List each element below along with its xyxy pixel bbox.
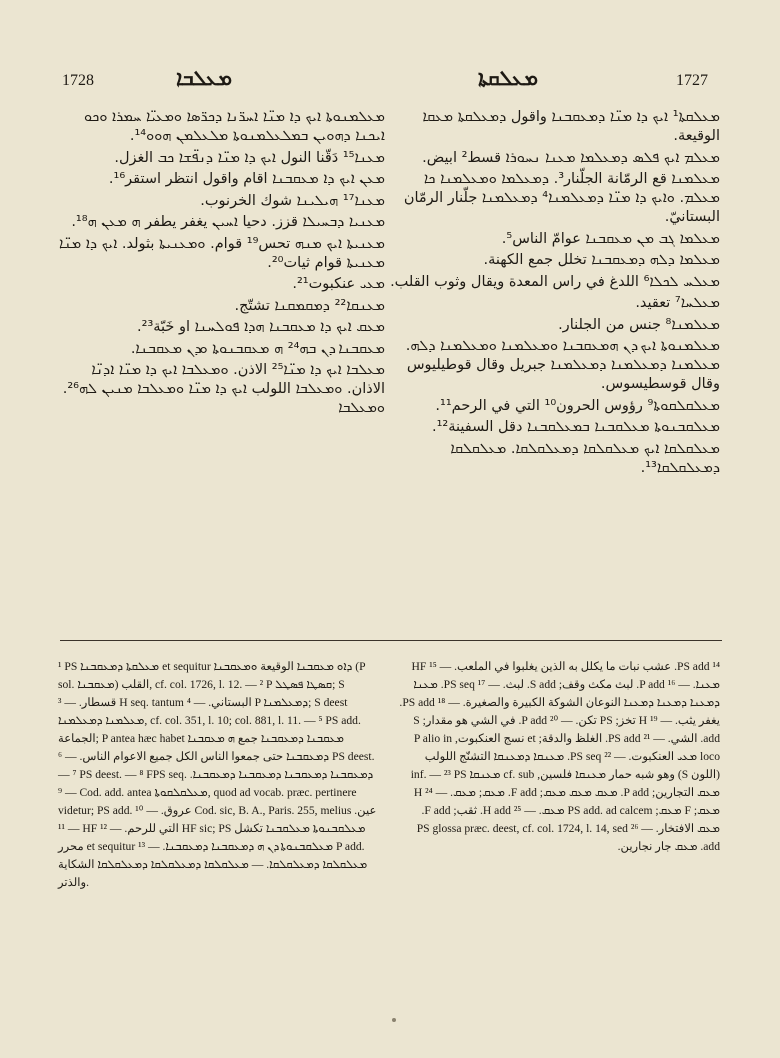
footnote-block: ¹⁴ PS add. عشب نبات ما يكلل به الذين يغلبوا في الملعب. — ¹⁵ HF ܡܥܢܐ. — ¹⁶ P add. لبث مكث وقف; S add. لبث. — ¹⁷ PS seq. ܡܥܢܐ ܕܡܥܢܐ ܕܡܥܢܐ ܕܡܥܢܐ النوعان الشوكة الكبيرة والصغيرة. — ¹⁸ PS add. يغفر يثب. — ¹⁹ H تخز; PS تكن. — ²⁰ P add. في الشي هو مقدار; S add. الشي. — ²¹ PS add. الغلظ والدقة; et نسج العنكبوت, P alio in loco ܡܥܝ العنكبوت. — ²² PS seq. ܡܥܢܩܐ ܕܡܥܢܩܐ التشنّج اللولب (اللون S) وهو شبه حمار ܡܥܢܩܐ فلسين, cf. sub ܡܥܢܩܐ inf. — ²³ PS ܡܥܩ التجارين; P add. ܡܥܩ ܡܥܩ ܡܥܩ; F add. ܡܥܩ; ܡܥܩ. — ²⁴ H ܡܥܩ; F ܡܥܩ; PS add. ad calcem ܡܥܩ. — ²⁵ H add. ثقب; F add. ܡܥܩ الافتخار. — ²⁶ PS glossa præc. deest, cf. col. 1724, l. 14, sed add. ܡܥܩ جار نجارين. (399, 660, 720, 853)
dictionary-entry: ܡܥܢ ܐܝܟ ܕܐ ܡܥܩܒܢܐ اقام واقول انتظر استقر¹⁶. (108, 171, 385, 187)
dictionary-entry: ܡܥܠܩܠܩܐ ܐܝܟ ܡܥܠܩܠܩܐ ܕܡܥܠܩܠܩܐ. ܡܥܠܩܠܩܐ ܕܡܥܠܩܠܩܐ¹³. (450, 440, 720, 476)
dictionary-entry: ܡܥܩ ܐܝܟ ܕܐ ܡܥܩܒܢܐ ܗܕܐ ܦܘܠܚܢܐ او خَبّة²³. (137, 319, 385, 335)
dictionary-entry: ܡܥܠܩܬܐ¹ ܐܝܟ ܕܐ ܡܢ̈ܐ ܕܡܥܩܒܢܐ واقول ܕܡܥܠܩܬܐ ܡܥܩܐ الوقيعة. (422, 109, 720, 144)
dictionary-entry: ܡܥܢܝܐ ܕܒܚܝܠܐ قزز. دحيا ܐܚܝܢ يغفر يطفر ܗ ܡܥܢ ܗ¹⁸. (71, 214, 385, 230)
right-column (390, 108, 720, 480)
left-column (55, 108, 385, 421)
dictionary-entry: ܡܥܢܐ¹⁷ ܗܝܠܝܢܐ شوك الخرنوب. (200, 192, 385, 209)
footnotes-right (398, 658, 720, 856)
dictionary-entry: ܡܥܢܩܐ²² ܕܡܩܡܩܢܐ تشتّج. (234, 297, 385, 314)
dictionary-entry: ܡܥܩܒܢܐ ܕܢ ܒܗ²⁴ ܗ ܡܥܩܒܢܘܬܐ ܘܕܢ ܡܥܩܒܢܐ. (130, 340, 385, 357)
dictionary-entry: ܡܥܠܡܐ ܓܒ ܡܢ ܡܥܩܒܢܐ عوامّ الناس⁵. (501, 230, 720, 247)
footnote-block: ¹ PS ܡܥܠܩܬܐ ܕܡܥܩܒܢܐ et sequitur ܕܐܘ ܡܥܩܒܢܐ الوقيعة ܘܡܥܩܒܢܐ (P sol. ܡܥܩܒܢܐ) القلب, cf. col. 1726, l. 12. — ² P ܩܣܛܐ ܦܣܛܠ; S قسطار. — ³ H seq. tantum البستاني. — ⁴ P ܕܡܥܠܡܢܐ; S deest ܡܥܠܡܢܐ ܕܡܥܠܡܢܐ, cf. col. 351, l. 10; col. 881, l. 11. — ⁵ PS add. الجماعة; P antea hæc habet ܡܥܩܒܢܐ ܕܡܥܩܒܢܐ جمع ܗ ܡܥܩܒܢܐ ܕܡܥܩܒܢܐ حتى جمعوا الناس الكل جميع الاعوام الناس. — ⁶ PS deest. — ⁷ PS deest. — ⁸ FPS seq. ܕܡܥܩܒܢܐ ܕܡܥܩܒܢܐ ܕܡܥܩܒܢܐ ܕܡܥܩܒܢܐ. — ⁹ Cod. add. antea ܡܥܠܩܠܩܘܬܐ, quod ad vocab. præc. pertinere videtur; PS add. عروق. — ¹⁰ Cod. sic, B. A., Paris. 255, melius عين. — ¹¹ HF التي للرحم. — ¹² HF sic; PS ܡܥܠܩܒܢܘܬܐ ܡܥܠܩܒܢܐ تكشل محرر et sequitur ܡܥܠܩܒܢܘܬܐ ܕܢ ܗ ܕܡܥܩܒܢܐ ܕܡܥܩܒܢܐ. — ¹³ P add. ܡܥܠܩܠܩܐ ܕܡܥܠܩܠܩܐ. — ܡܥܠܩܠܩܐ ܕܡܥܠܩܠܩܐ ܕܡܥܠܩܠܩܐ الشكاية والذتر. (58, 660, 377, 889)
dictionary-entry: ܡܥܠܡܢܘܬܐ ܐܝܟ ܕܢ ܗܡܥܩܒܢܐ ܘܡܥܠܡܢܐ ܘܡܥܠܡܢܐ ܕܠܗ. ܡܥܠܡܢܐ ܕܡܥܠܡܢܐ ܕܡܥܠܡܢܐ جبريل وقال قوطيليوس وقال قوسطيسوس. (405, 338, 720, 392)
dictionary-entry: ܡܥܠܩܒܢܘܬܐ ܡܥܠܩܒܢܐ ܒܡܥܠܩܒܢܐ دقل السفينة¹². (431, 419, 720, 435)
dictionary-entry: ܡܥܠܩܠܩܘܬܐ⁹ رؤوس الحرون¹⁰ التي في الرحم¹¹. (435, 397, 720, 414)
dictionary-entry: ܡܥܠܡܢܐ⁸ جنس من الجلنار. (558, 316, 720, 333)
left-running-head: ܡܥܠܒܐ (176, 66, 233, 90)
right-page-number: 1727 (676, 72, 708, 89)
dictionary-entry: ܡܥܠܒܐ ܐܝܟ ܕܐ ܡܢ̈ܐ²⁵ الاذن. ܘܡܥܠܒܐ ܐܝܟ ܕܐ ܡܢ̈ܐ ܐܕܢ̈ܐ الاذان. ܘܡܥܠܒܐ اللولب ܐܝܟ ܕܐ ܡܢ̈ܐ ܘܡܥܠܒܐ ܡܢܝܢ ܠܗ²⁶. ܘܡܥܠܒܐ (62, 362, 385, 416)
page-speck (392, 1018, 396, 1022)
footnote-divider (60, 640, 722, 641)
dictionary-entry: ܡܥܠܡܐ ܕܠܗ ܕܡܥܩܒܢܐ تخلل جمع الكهنة. (483, 252, 720, 268)
dictionary-entry: ܡܥܠܚܐ⁷ تعقيد. (635, 295, 720, 311)
dictionary-entry: ܡܥܠܚ ܠܟܠܐ⁶ اللدغ في راس المعدة ويقال وثوب القلب. (390, 273, 720, 290)
dictionary-entry: ܡܥܢܐ¹⁵ دَقّنا النول ܐܝܟ ܕܐ ܡܢ̈ܐ ܕܢܦ̈ܫܐ ܟܒ الغزل. (114, 149, 385, 166)
dictionary-entry: ܡܥܢܝܬܐ ܐܝܟ ܡܢܗ تحس¹⁹ قوام. ܘܡܥܢܝܬܐ بثولد. ܐܝܟ ܕܐ ܡܢ̈ܐ ܡܥܢܝܬܐ قوام ثيات²⁰. (59, 235, 385, 271)
right-running-head: ܡܥܠܩܬܐ (478, 66, 538, 90)
left-page-number: 1728 (62, 72, 94, 89)
dictionary-entry: ܡܥܝ عنكبوت²¹. (292, 276, 385, 292)
dictionary-entry: ܡܥܠܡܢܐ قع الرمّانة الجلّنار³. ܕܡܥܠܡܐ ܘܡܥܠܡܢܐ ܟܐ ܡܥܠܡ. ܘܐܝܟ ܕܐ ܡܢ̈ܐ ܕܡܥܠܡܢܐ⁴ ܕܡܥܠܡܢܐ جلّنار الرمّان البستانيّ. (403, 171, 720, 225)
footnotes-left (58, 658, 380, 892)
dictionary-entry: ܡܥܠܡ ܐܝܟ ܦܠܣ ܕܡܥܠܡܐ ܡܥܢܐ ܢܚܘܪܐ قسط² ابيض. (422, 149, 720, 166)
dictionary-entry: ܡܥܠܡܢܘܬܐ ܐܝܟ ܕܐ ܡܢ̈ܐ ܐܚܪ̈ܢܐ ܕܟܪ̈ܣܐ ܘܡܥܝ̈ܐ ܚܡܪܐ ܘܟܘ ܐܝܟܢܐ ܕܗܘܝܢ ܒܡܠܥܠܡܢܘܬܐ ܡܠܥܠܡܢ ܗܘܘ¹⁴. (83, 109, 385, 144)
